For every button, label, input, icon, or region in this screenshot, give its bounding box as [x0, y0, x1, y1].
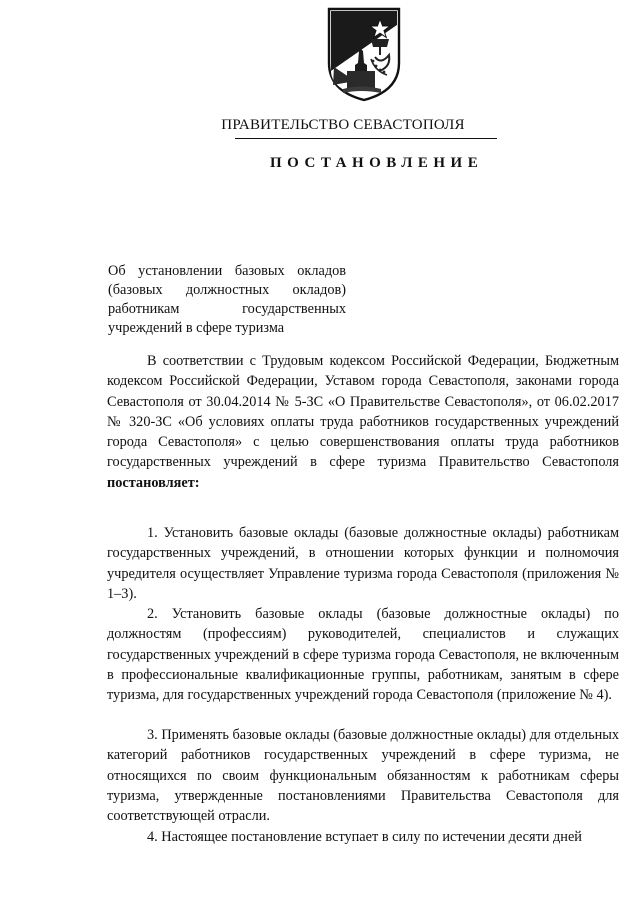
document-type-title: ПОСТАНОВЛЕНИЕ	[270, 155, 484, 171]
preamble-paragraph	[107, 351, 619, 493]
subject-line: Об установлении базовых окладов	[108, 263, 346, 279]
preamble-text: В соответствии с Трудовым кодексом Российской Федерации, Бюджетным кодексом Российской Федерации, Уставом города Севастополя, законами города Севастополя от 30.04.2014 № 5-ЗС «О Правительстве Севастополя», от 06.02.2017 № 320-ЗС «Об условиях оплаты труда работников государственных учреждений города Севастополя» с целью совершенствования оплаты труда работников государственных учреждений в сфере туризма Правительство Севастополя	[107, 353, 619, 471]
subject-line: учреждений в сфере туризма	[108, 320, 285, 336]
decision-word: постановляет:	[107, 474, 200, 491]
header-underline	[235, 138, 497, 139]
resolution-item-3: 3. Применять базовые оклады (базовые должностные оклады) для отдельных категорий работников государственных учреждений в сфере туризма, не относящихся по своим функциональным обязанностям к работникам сферы туризма, утвержденные постановлениями Правительства Севастополя для соответствующей отрасли.	[107, 727, 619, 825]
document-subject	[108, 262, 346, 338]
resolution-item-1: 1. Установить базовые оклады (базовые должностные оклады) работникам государственных учреждений, в отношении которых функции и полномочия учредителя осуществляет Управление туризма города Севастополя (приложения № 1–3).	[107, 525, 619, 602]
subject-line: (базовых должностных окладов)	[108, 282, 346, 298]
resolution-item-4: 4. Настоящее постановление вступает в силу по истечении десяти дней	[147, 829, 582, 845]
government-name: ПРАВИТЕЛЬСТВО СЕВАСТОПОЛЯ	[221, 117, 465, 133]
subject-line: работникам государственных	[108, 301, 346, 317]
sevastopol-coat-of-arms-emblem	[325, 5, 403, 103]
resolution-item-2: 2. Установить базовые оклады (базовые должностные оклады) по должностям (профессиям) руководителей, специалистов и служащих государственных учреждений в сфере туризма города Севастополя, не включенным в профессиональные квалификационные группы, работникам, занятым в сфере туризма, для государственных учреждений города Севастополя (приложение № 4).	[107, 606, 619, 704]
